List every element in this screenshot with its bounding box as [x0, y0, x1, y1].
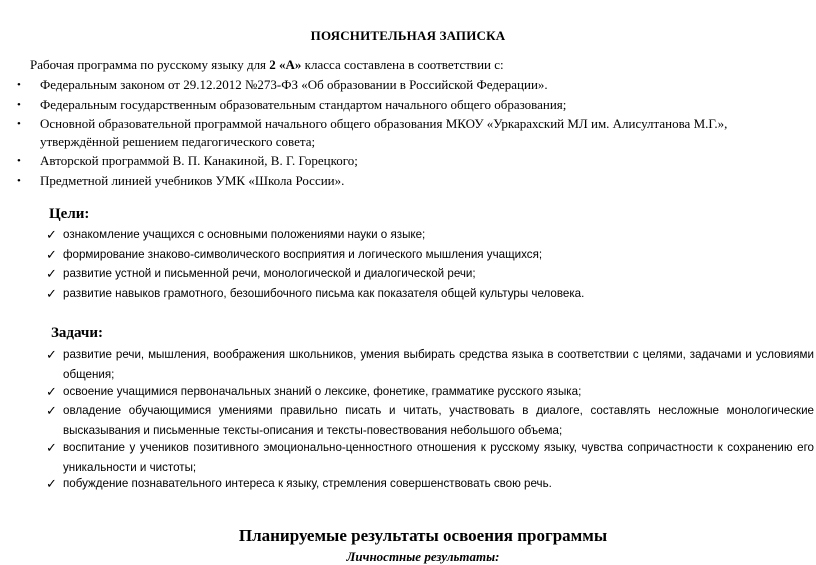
task-item-text: овладение обучающимися умениями правильно писать и читать, участвовать в диалоге, составлять несложные монологические высказывания и письменные тексты-описания и тексты-повествования небольшого объема; — [63, 404, 814, 437]
check-icon: ✓ — [46, 384, 57, 399]
check-icon: ✓ — [46, 286, 57, 301]
bullet-icon: • — [17, 175, 21, 187]
intro-paragraph — [30, 57, 504, 73]
check-icon: ✓ — [46, 440, 57, 455]
personal-results-heading: Личностные результаты: — [346, 549, 500, 564]
check-icon: ✓ — [46, 247, 57, 262]
intro-text-after: класса составлена в соответствии с: — [301, 57, 504, 72]
basis-item-text: Основной образовательной программой начального общего образования МКОУ «Уркарахский МЛ им. Алисултанова М.Г.», утверждённой решением педагогического совета; — [40, 116, 728, 149]
task-item-text: развитие речи, мышления, воображения школьников, умения выбирать средства языка в соответствии с целями, задачами и условиями общения; — [63, 348, 814, 381]
task-item-text: побуждение познавательного интереса к языку, стремления совершенствовать свою речь. — [63, 477, 552, 490]
check-icon: ✓ — [46, 403, 57, 418]
basis-item-text: Предметной линией учебников УМК «Школа России». — [40, 173, 345, 188]
goal-item-text: развитие устной и письменной речи, монологической и диалогической речи; — [63, 267, 476, 280]
document-title: ПОЯСНИТЕЛЬНАЯ ЗАПИСКА — [310, 28, 506, 43]
task-item-text: воспитание у учеников позитивного эмоционально-ценностного отношения к русскому языку, чувства сопричастности к сохранению его уникальности и чистоты; — [63, 441, 814, 474]
basis-item-text: Федеральным законом от 29.12.2012 №273-ФЗ «Об образовании в Российской Федерации». — [40, 77, 548, 92]
check-icon: ✓ — [46, 476, 57, 491]
results-heading: Планируемые результаты освоения программы — [238, 526, 608, 545]
basis-item-text: Федеральным государственным образовательным стандартом начального общего образования; — [40, 97, 567, 112]
goal-item-text: развитие навыков грамотного, безошибочного письма как показателя общей культуры человека. — [63, 287, 585, 300]
bullet-icon: • — [17, 118, 21, 130]
goals-heading: Цели: — [49, 206, 90, 222]
intro-text-before: Рабочая программа по русскому языку для — [30, 57, 270, 72]
bullet-icon: • — [17, 155, 21, 167]
check-icon: ✓ — [46, 227, 57, 242]
goal-item-text: формирование знаково-символического восприятия и логического мышления учащихся; — [63, 248, 543, 261]
bullet-icon: • — [17, 99, 21, 111]
task-item-text: освоение учащимися первоначальных знаний о лексике, фонетике, грамматике русского языка; — [63, 385, 582, 398]
goal-item-text: ознакомление учащихся с основными положениями науки о языке; — [63, 228, 426, 241]
tasks-heading: Задачи: — [51, 325, 104, 341]
basis-item-text: Авторской программой В. П. Канакиной, В. Г. Горецкого; — [40, 153, 358, 168]
intro-class-name: 2 «А» — [269, 57, 302, 72]
bullet-icon: • — [17, 79, 21, 91]
check-icon: ✓ — [46, 266, 57, 281]
check-icon: ✓ — [46, 347, 57, 362]
